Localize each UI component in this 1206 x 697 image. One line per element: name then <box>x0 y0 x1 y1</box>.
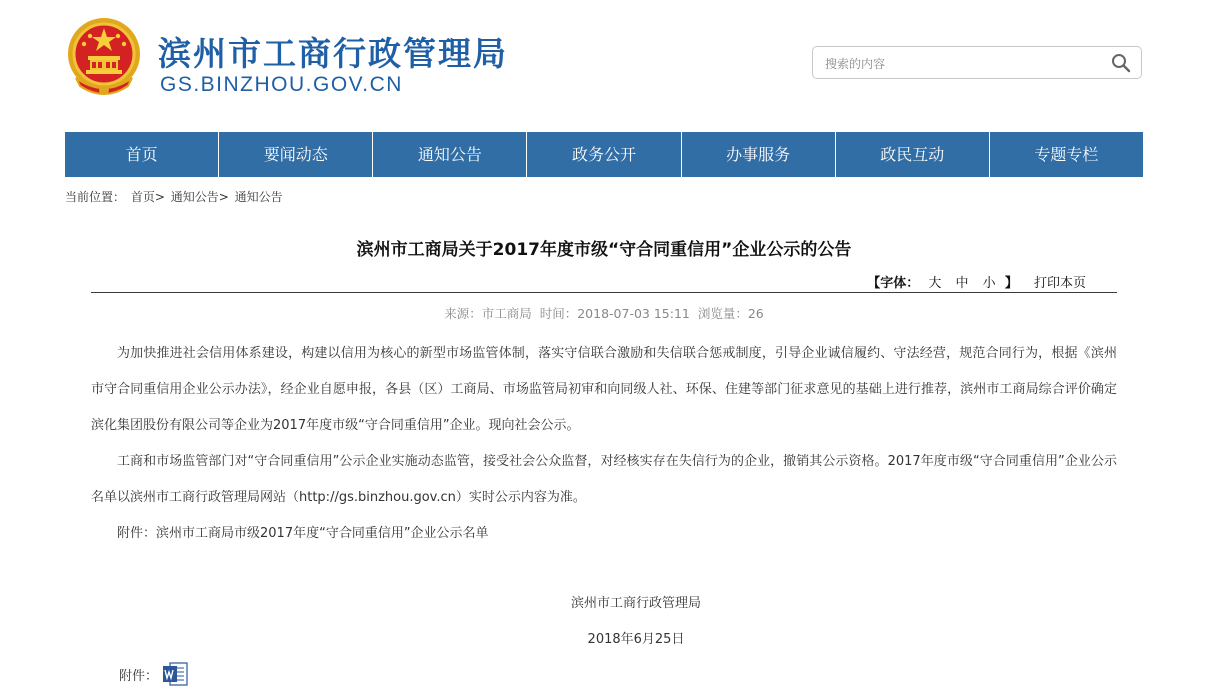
print-button[interactable]: 打印本页 <box>1033 276 1086 291</box>
article-meta <box>91 304 1117 322</box>
article-time: 时间：2018-07-03 15:11 <box>539 306 690 321</box>
attachment-row <box>119 662 188 686</box>
national-emblem-icon <box>66 14 142 98</box>
breadcrumb-notices-link[interactable]: 通知公告 <box>170 190 219 204</box>
article-paragraph: 为加快推进社会信用体系建设，构建以信用为核心的新型市场监管体制，落实守信联合激励和失信联合惩戒制度，引导企业诚信履约、守法经营，规范合同行为，根据《滨州市守合同重信用企业公示办法》，经企业自愿申报，各县（区）工商局、市场监管局初审和向同级人社、环保、住建等部门征求意见的基础上进行推荐，滨州市工商局综合评价确定滨化集团股份有限公司等企业为2017年度市级“守合同重信用”企业。现向社会公示。 <box>91 346 1117 433</box>
site-title: 滨州市工商行政管理局 <box>158 34 508 73</box>
font-small-button[interactable]: 小 <box>982 276 996 291</box>
nav-item-notices[interactable]: 通知公告 <box>373 132 527 177</box>
breadcrumb <box>65 188 283 205</box>
breadcrumb-prefix: 当前位置： <box>65 190 126 204</box>
nav-item-news[interactable]: 要闻动态 <box>219 132 373 177</box>
font-size-bracket: 】 <box>1004 276 1018 291</box>
breadcrumb-separator: > <box>218 190 229 204</box>
nav-item-interaction[interactable]: 政民互动 <box>836 132 990 177</box>
word-doc-icon[interactable] <box>162 662 188 686</box>
article-date: 2018年6月25日 <box>587 632 685 647</box>
font-medium-button[interactable]: 中 <box>955 276 969 291</box>
breadcrumb-separator: > <box>154 190 165 204</box>
nav-item-gov-affairs[interactable]: 政务公开 <box>527 132 681 177</box>
nav-item-services[interactable]: 办事服务 <box>682 132 836 177</box>
article-source: 来源：市工商局 <box>444 306 532 321</box>
article-title: 滨州市工商局关于2017年度市级“守合同重信用”企业公示的公告 <box>356 240 852 260</box>
breadcrumb-current-link[interactable]: 通知公告 <box>234 190 283 204</box>
site-domain: GS.BINZHOU.GOV.CN <box>160 73 403 96</box>
font-large-button[interactable]: 大 <box>928 276 942 291</box>
nav-item-topics[interactable]: 专题专栏 <box>1034 145 1099 164</box>
search-icon[interactable] <box>1111 53 1131 73</box>
article-attachment-note: 附件：滨州市工商局市级2017年度“守合同重信用”企业公示名单 <box>117 526 489 541</box>
main-nav <box>65 132 1143 177</box>
divider <box>91 292 1117 293</box>
article-signature: 滨州市工商行政管理局 <box>570 596 701 611</box>
attachment-label: 附件： <box>119 668 159 684</box>
nav-item-home[interactable]: 首页 <box>65 132 219 177</box>
article-tools <box>867 272 1086 291</box>
breadcrumb-home-link[interactable]: 首页 <box>130 190 155 204</box>
font-size-label: 【字体： <box>867 276 920 291</box>
search-box <box>812 46 1142 79</box>
article-views: 浏览量：26 <box>697 306 764 321</box>
article-paragraph: 工商和市场监管部门对“守合同重信用”公示企业实施动态监管，接受社会公众监督，对经核实存在失信行为的企业，撤销其公示资格。2017年度市级“守合同重信用”企业公示名单以滨州市工商行政管理局网站（http://gs.binzhou.gov.cn）实时公示内容为准。 <box>91 454 1117 505</box>
search-input[interactable] <box>823 53 1097 75</box>
article-body <box>91 336 1117 552</box>
